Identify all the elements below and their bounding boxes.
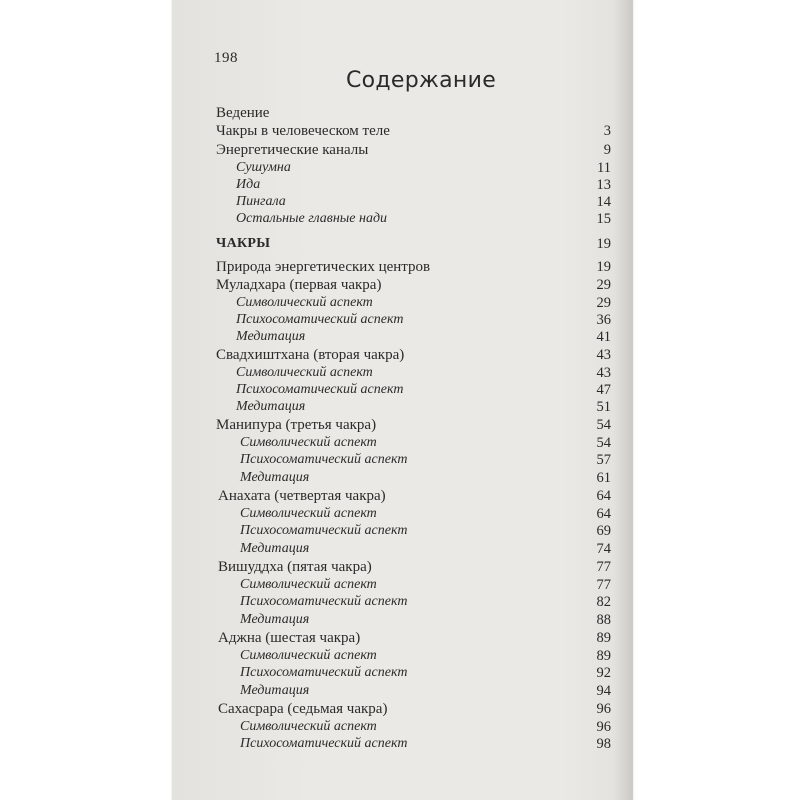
toc-entry-page: 74 [596, 541, 611, 557]
toc-entry-page: 64 [596, 488, 611, 504]
toc-entry [0, 276, 800, 294]
toc-entry-label: Символический аспект [240, 648, 377, 663]
page-number: 198 [214, 50, 238, 66]
toc-subentry [0, 311, 800, 329]
toc-entry-label: Сахасрара (седьмая чакра) [218, 701, 388, 717]
toc-entry-label: Остальные главные нади [236, 211, 388, 226]
toc-entry-page: 36 [596, 312, 611, 328]
toc-entry-label: Свадхиштхана (вторая чакра) [216, 347, 405, 363]
toc-entry-page: 51 [596, 399, 611, 415]
toc-entry [0, 258, 800, 276]
toc-entry-page: 89 [596, 648, 611, 664]
toc-entry-label: Медитация [240, 470, 310, 485]
toc-entry-label: Символический аспект [240, 506, 377, 521]
toc-entry [0, 141, 800, 159]
toc-entry-page: 94 [596, 683, 611, 699]
toc-subentry [0, 505, 800, 523]
toc-entry-page: 96 [596, 719, 611, 735]
toc-entry-label: Муладхара (первая чакра) [216, 277, 382, 293]
toc-entry-page: 54 [596, 435, 611, 451]
toc-subentry [0, 735, 800, 753]
toc-entry-page: 77 [596, 577, 611, 593]
toc-entry-label: Психосоматический аспект [240, 736, 408, 751]
toc-entry-page: 9 [603, 142, 611, 158]
toc-entry-label: Медитация [240, 541, 310, 556]
toc-subentry [0, 576, 800, 594]
toc-entry-label: Манипура (третья чакра) [216, 417, 377, 433]
toc-entry-page: 77 [596, 559, 611, 575]
toc-entry-label: Психосоматический аспект [236, 312, 404, 327]
toc-entry-page: 82 [596, 594, 611, 610]
toc-entry [0, 122, 800, 140]
toc-entry [0, 558, 800, 576]
toc-entry-page: 96 [596, 701, 611, 717]
toc-subentry [0, 328, 800, 346]
toc-subentry [0, 540, 800, 558]
toc-entry-page: 14 [596, 194, 611, 210]
toc-entry-page: 29 [596, 277, 611, 293]
toc-subentry [0, 159, 800, 177]
toc-entry-label: Ида [236, 177, 261, 192]
toc-entry-label: Психосоматический аспект [240, 594, 408, 609]
toc-entry-label: Медитация [240, 612, 310, 627]
toc-subentry [0, 451, 800, 469]
toc-subentry [0, 294, 800, 312]
toc-entry-label: Ведение [216, 105, 270, 121]
toc-entry-page: 92 [596, 665, 611, 681]
toc-entry-label: Энергетические каналы [216, 142, 369, 158]
toc-entry-page: 19 [596, 236, 611, 252]
toc-entry-label: Психосоматический аспект [240, 523, 408, 538]
toc-entry-page: 57 [596, 452, 611, 468]
toc-entry-label: Вишуддха (пятая чакра) [218, 559, 372, 575]
toc-entry-page: 54 [596, 417, 611, 433]
toc-entry-label: Символический аспект [240, 435, 377, 450]
toc-subentry [0, 364, 800, 382]
toc-entry-page: 61 [596, 470, 611, 486]
toc-subentry [0, 381, 800, 399]
toc-subentry [0, 647, 800, 665]
toc-subentry [0, 176, 800, 194]
toc-entry-page: 13 [596, 177, 611, 193]
toc-entry [0, 104, 800, 122]
toc-subentry [0, 664, 800, 682]
toc-entry-label: Психосоматический аспект [240, 452, 408, 467]
toc-entry-page: 41 [596, 329, 611, 345]
toc-entry-page: 88 [596, 612, 611, 628]
toc-subentry [0, 682, 800, 700]
toc-entry-label: Медитация [240, 683, 310, 698]
toc-subentry [0, 718, 800, 736]
toc-subentry [0, 611, 800, 629]
toc-entry-label: Медитация [236, 329, 306, 344]
toc-entry-page: 98 [596, 736, 611, 752]
toc-entry [0, 346, 800, 364]
toc-subentry [0, 593, 800, 611]
toc-entry-label: Аджна (шестая чакра) [218, 630, 361, 646]
toc-entry-page: 43 [596, 365, 611, 381]
toc-entry-page: 64 [596, 506, 611, 522]
toc-entry-page: 69 [596, 523, 611, 539]
toc-subentry [0, 522, 800, 540]
toc-entry-page: 43 [596, 347, 611, 363]
page-title: Содержание [346, 68, 497, 93]
toc-entry-label: Природа энергетических центров [216, 259, 431, 275]
toc-subentry [0, 210, 800, 228]
toc-entry-label: Символический аспект [240, 577, 377, 592]
toc-entry-label: Психосоматический аспект [236, 382, 404, 397]
toc-entry-page: 11 [597, 160, 611, 176]
toc-entry-label: Медитация [236, 399, 306, 414]
toc-entry-page: 3 [603, 123, 611, 139]
toc-entry-page: 89 [596, 630, 611, 646]
toc-subentry [0, 193, 800, 211]
toc-entry-page: 19 [596, 259, 611, 275]
toc-entry-page: 47 [596, 382, 611, 398]
toc-entry-label: Символический аспект [236, 295, 373, 310]
toc-entry [0, 629, 800, 647]
toc-entry-label: Анахата (четвертая чакра) [218, 488, 386, 504]
toc-entry-label: Пингала [236, 194, 286, 209]
toc-entry-page: 15 [596, 211, 611, 227]
toc-entry-label: Сушумна [236, 160, 291, 175]
toc-entry-label: Психосоматический аспект [240, 665, 408, 680]
toc-entry-label: Чакры в человеческом теле [216, 123, 390, 139]
toc-entry-label: Символический аспект [240, 719, 377, 734]
toc-subentry [0, 398, 800, 416]
toc-entry [0, 487, 800, 505]
toc-entry [0, 700, 800, 718]
toc-entry [0, 416, 800, 434]
toc-subentry [0, 434, 800, 452]
toc-entry-label: ЧАКРЫ [216, 236, 271, 251]
toc-section-heading [0, 235, 800, 253]
toc-entry-label: Символический аспект [236, 365, 373, 380]
toc-subentry [0, 469, 800, 487]
toc-entry-page: 29 [596, 295, 611, 311]
